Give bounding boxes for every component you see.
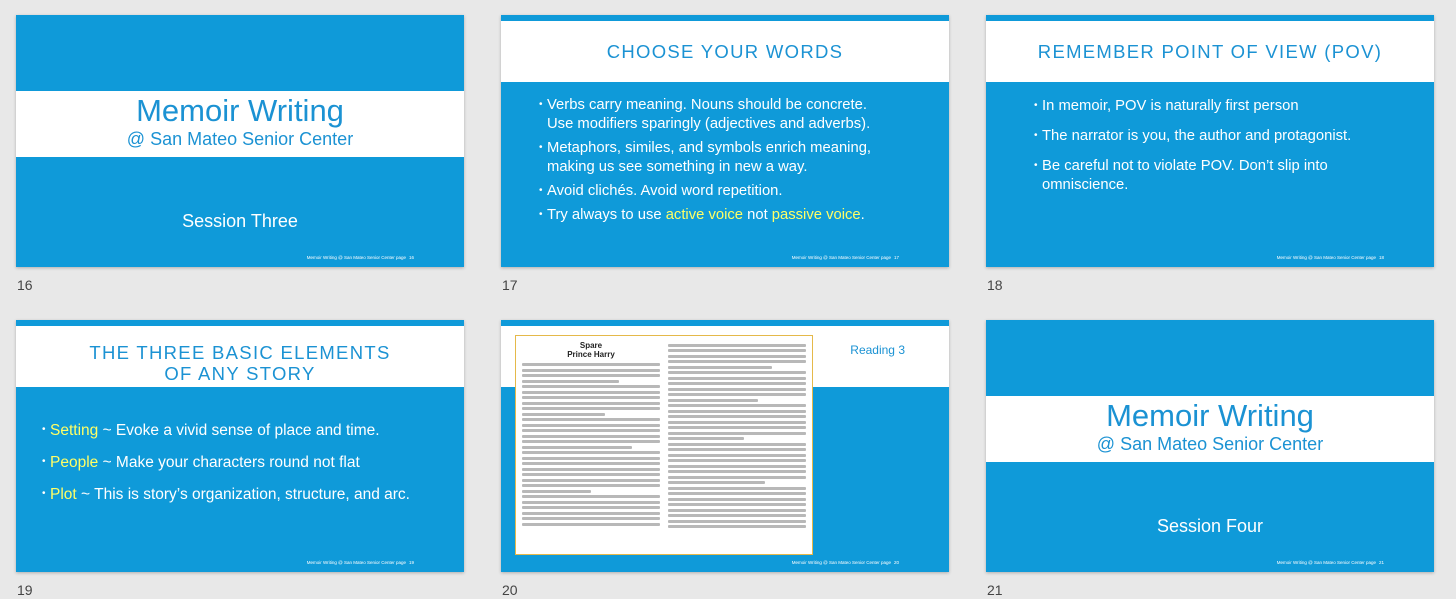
bullet-text: Metaphors, similes, and symbols enrich meaning, [547,140,872,156]
footer-page: 19 [408,560,414,565]
bullet-text: not [743,207,772,223]
bullet-text: ~ Evoke a vivid sense of place and time. [98,422,380,439]
slide-number: 17 [502,277,518,293]
slide-thumbnail-19[interactable] [16,320,464,572]
footer-page: 17 [893,255,899,260]
slide-footer [792,255,899,260]
bullet-text: In memoir, POV is naturally first person [1042,98,1299,114]
slide-thumbnail-16[interactable] [16,15,464,267]
slide-number: 16 [17,277,33,293]
bullet-item [1034,97,1351,116]
bullet-text: Try always to use [547,207,666,223]
bullet-text: Be careful not to violate POV. Don’t slip into [1042,158,1328,174]
bullet-item [539,96,871,134]
bullet-item [42,485,410,504]
bullet-item [539,206,871,225]
footer-text: Memoir Writing @ San Mateo Senior Center page [791,255,891,260]
book-column-left [522,341,660,549]
book-page-image [515,335,813,555]
bullet-item [1034,157,1351,195]
bullet-text: making us see something in new a way. [547,159,808,175]
bullet-text: . [860,207,865,223]
footer-page: 20 [893,560,899,565]
title-band [16,91,464,157]
slide-footer [1277,255,1384,260]
session-label: Session Three [182,211,298,231]
bullet-item [42,421,410,440]
title-band [986,396,1434,462]
slide-title-line: OF ANY STORY [164,363,316,384]
slide-subtitle: @ San Mateo Senior Center [1096,434,1324,454]
bullet-list [42,421,410,509]
footer-text: Memoir Writing @ San Mateo Senior Center page [791,560,891,565]
book-author: Prince Harry [567,350,615,359]
footer-page: 18 [1378,255,1384,260]
bullet-text: omniscience. [1042,177,1129,193]
reading-label: Reading 3 [850,343,905,357]
slide-title: Memoir Writing [136,93,344,128]
footer-text: Memoir Writing @ San Mateo Senior Center page [306,255,406,260]
footer-page: 16 [408,255,414,260]
highlight-text: passive voice [771,207,861,223]
highlight-text: active voice [665,207,743,223]
slide-footer [1277,560,1384,565]
highlight-text: Plot [50,486,77,503]
bullet-item [42,453,410,472]
bullet-item [539,182,871,201]
slide-number: 21 [987,582,1003,598]
footer-text: Memoir Writing @ San Mateo Senior Center page [1276,560,1376,565]
bullet-list [1034,97,1351,200]
slide-subtitle: @ San Mateo Senior Center [126,129,354,149]
title-band [16,326,464,387]
title-band [986,21,1434,82]
slide-thumbnail-17[interactable] [501,15,949,267]
slide-title: CHOOSE YOUR WORDS [606,41,844,62]
footer-text: Memoir Writing @ San Mateo Senior Center page [306,560,406,565]
bullet-text: ~ Make your characters round not flat [98,454,360,471]
slide-number: 20 [502,582,518,598]
slide-footer [792,560,899,565]
highlight-text: People [50,454,99,471]
book-title: Spare [579,341,603,350]
slide-thumbnail-21[interactable] [986,320,1434,572]
bullet-item [1034,127,1351,146]
bullet-text: Use modifiers sparingly (adjectives and adverbs). [547,116,871,132]
slide-title-line: THE THREE BASIC ELEMENTS [89,342,391,363]
session-label: Session Four [1156,516,1264,536]
bullet-text: Verbs carry meaning. Nouns should be concrete. [547,97,867,113]
title-band [501,21,949,82]
footer-text: Memoir Writing @ San Mateo Senior Center page [1276,255,1376,260]
slide-thumbnail-18[interactable] [986,15,1434,267]
footer-page: 21 [1378,560,1384,565]
bullet-text: The narrator is you, the author and protagonist. [1042,128,1352,144]
slide-number: 18 [987,277,1003,293]
bullet-text: ~ This is story’s organization, structure, and arc. [76,486,410,503]
slide-footer [307,255,414,260]
bullet-list [539,96,871,230]
slide-thumbnail-20[interactable] [501,320,949,572]
slide-title: Memoir Writing [1106,398,1314,433]
slide-title: REMEMBER POINT OF VIEW (POV) [1037,41,1383,62]
slide-footer [307,560,414,565]
highlight-text: Setting [50,422,99,439]
bullet-item [539,139,871,177]
bullet-text: Avoid clichés. Avoid word repetition. [547,183,783,199]
slide-number: 19 [17,582,33,598]
book-column-right [668,341,806,549]
